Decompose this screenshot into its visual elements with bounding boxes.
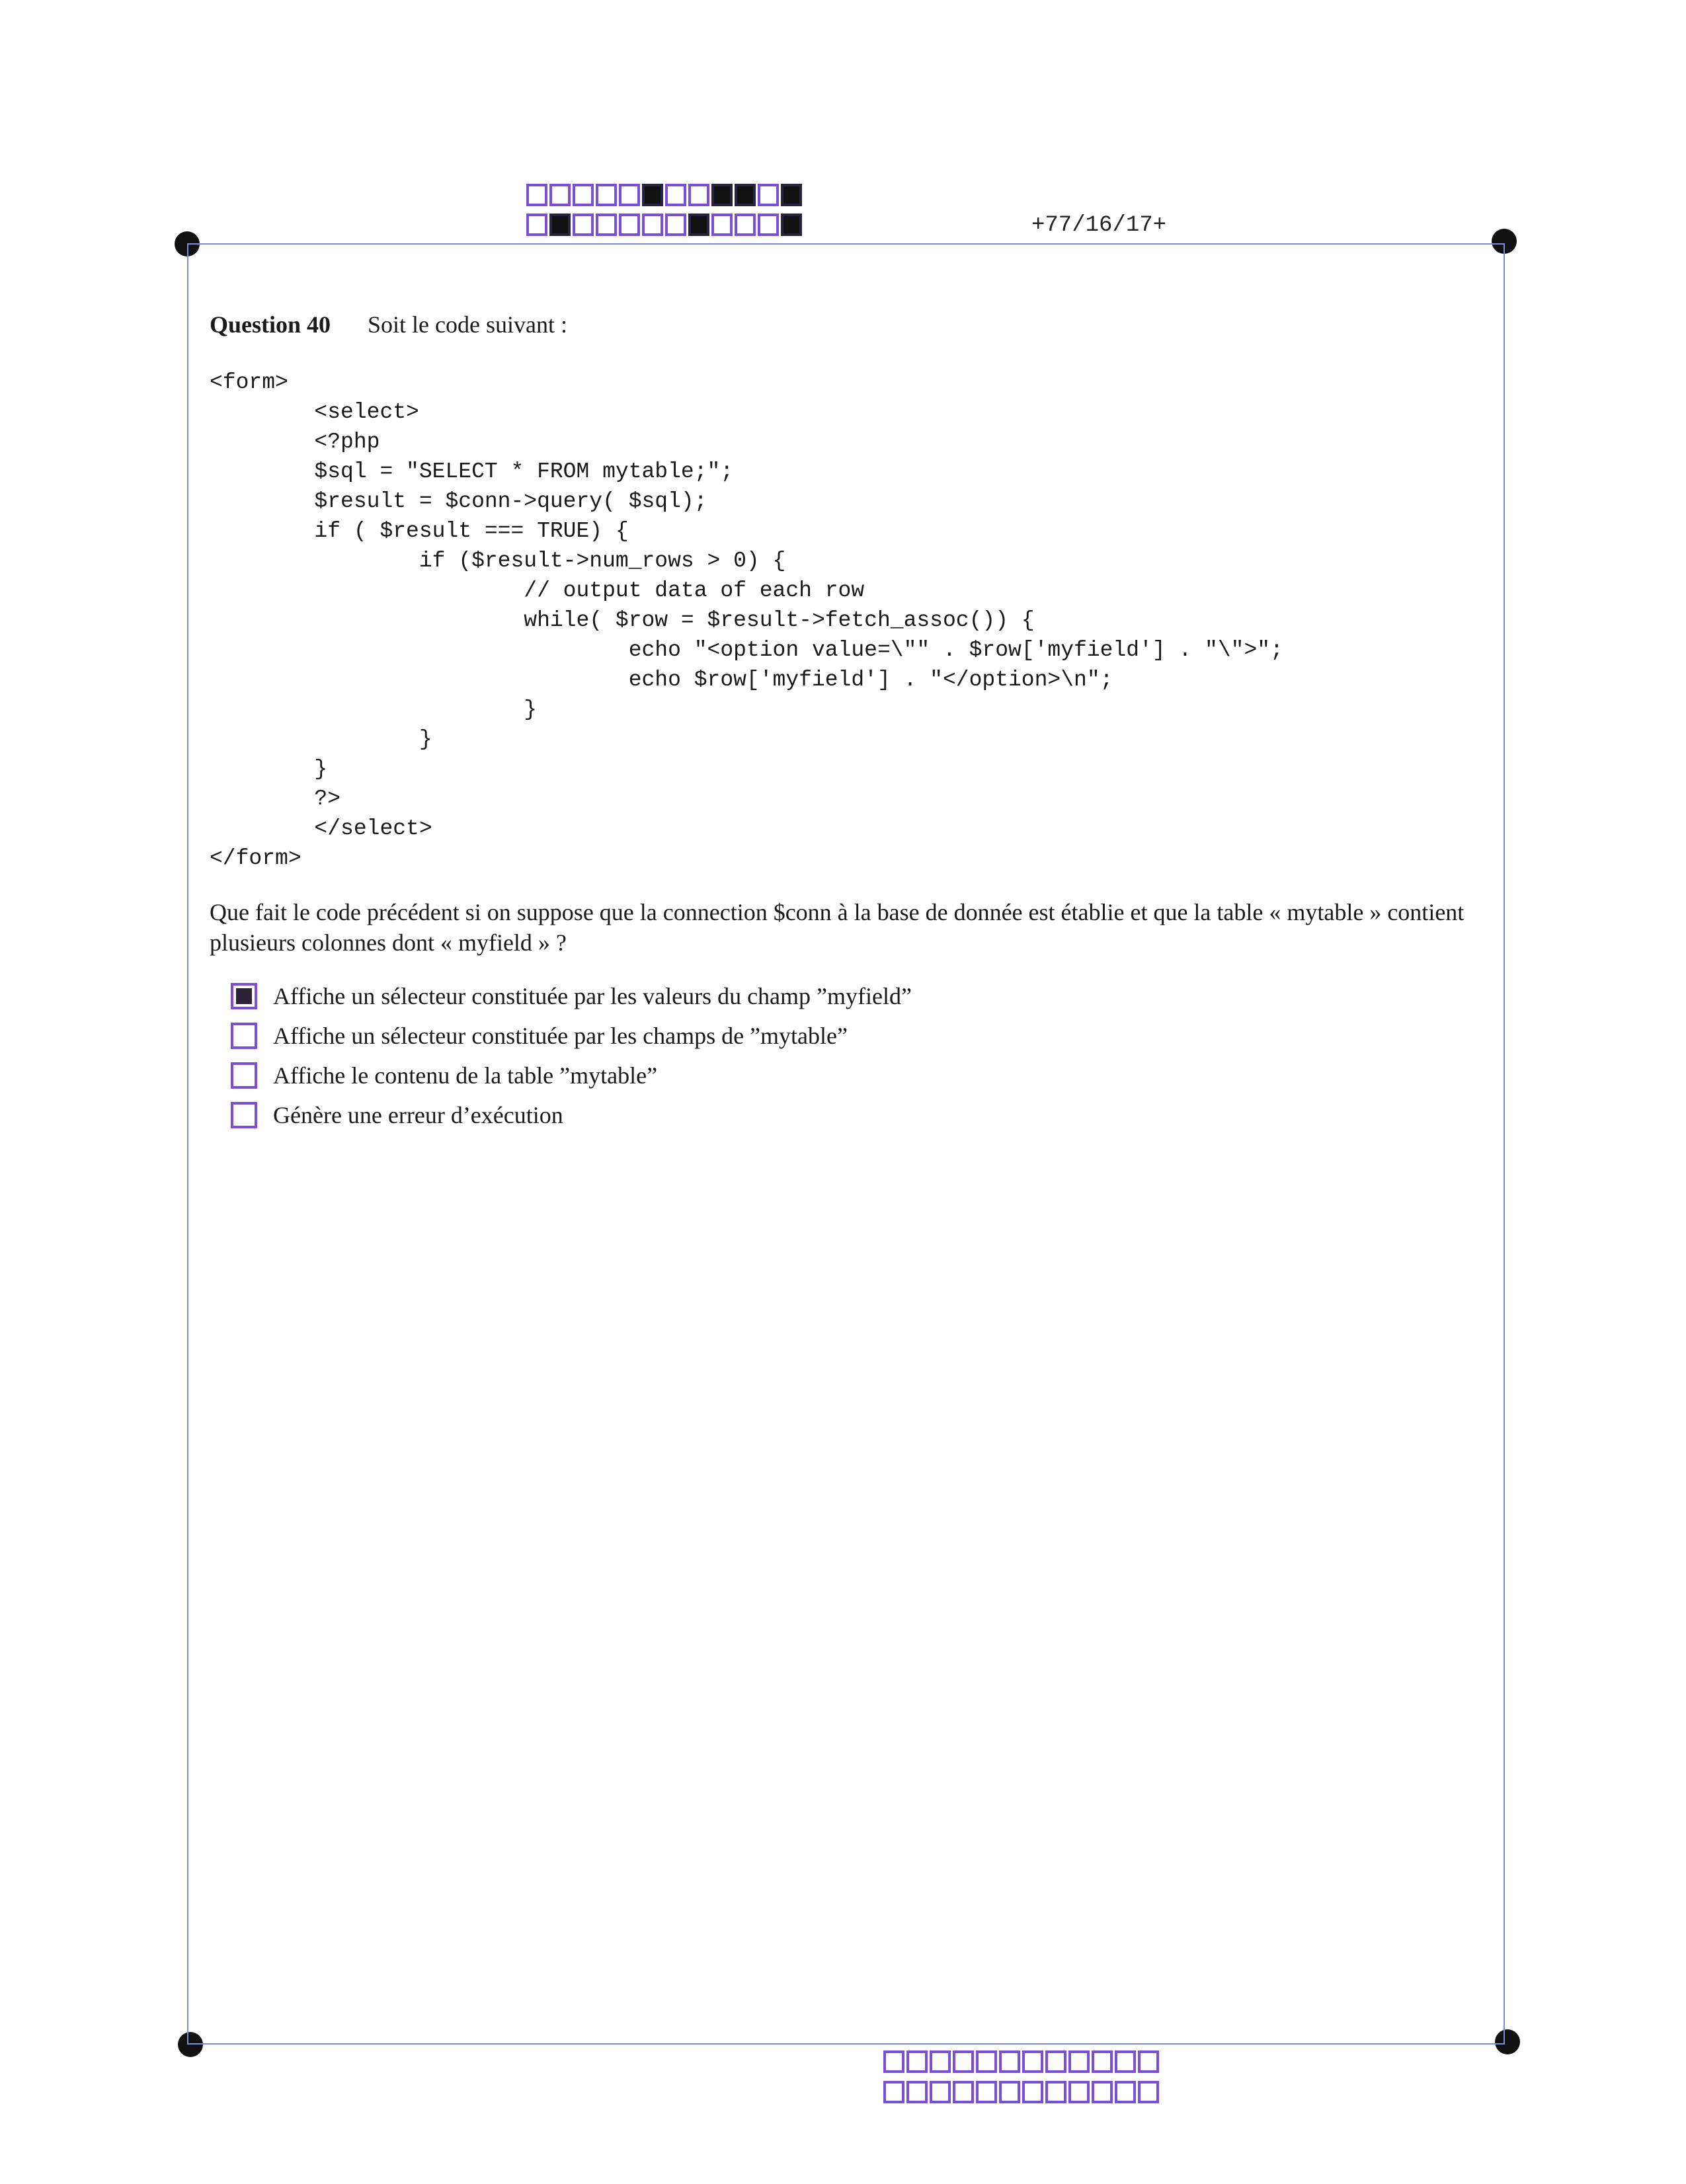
answer-checkbox-4[interactable] <box>231 1102 257 1128</box>
barcode-top-row-1-cell-1 <box>526 184 547 206</box>
code-listing: <form> <select> <?php $sql = "SELECT * FROM mytable;"; $result = $conn->query( $sql); if ( $result === TRUE) { if ($result->num_rows > 0) { // output data of each row while( $row = $result->fetch_assoc()) { echo "<option value=\"" . $row['myfield'] . "\">"; echo $row['myfield'] . "</option>\n"; } } } ?> </select> </form> <box>210 370 1283 871</box>
barcode-top-row-1-cell-8 <box>688 184 709 206</box>
barcode-bottom-row-2-cell-10 <box>1092 2081 1113 2103</box>
barcode-bottom-row-1-cell-5 <box>976 2050 997 2073</box>
answer-text-3: Affiche le contenu de la table ”mytable” <box>273 1062 658 1089</box>
barcode-bottom-row-1-cell-12 <box>1138 2050 1159 2073</box>
barcode-bottom-row-1-cell-1 <box>883 2050 904 2073</box>
answer-text-1: Affiche un sélecteur constituée par les valeurs du champ ”myfield” <box>273 983 912 1009</box>
barcode-top-row-2-cell-6 <box>642 214 663 236</box>
barcode-top-row-1-cell-10 <box>735 184 756 206</box>
barcode-top-row-1-cell-6 <box>642 184 663 206</box>
answer-option-3[interactable] <box>231 1056 1486 1095</box>
answer-text-4: Génère une erreur d’exécution <box>273 1102 563 1128</box>
barcode-bottom-row-2-cell-1 <box>883 2081 904 2103</box>
barcode-top-row-1-cell-11 <box>758 184 779 206</box>
barcode-bottom-row-1 <box>883 2050 1161 2073</box>
barcode-top-row-1 <box>526 184 804 206</box>
question-block <box>210 311 1486 1135</box>
barcode-bottom-row-2-cell-9 <box>1068 2081 1090 2103</box>
barcode-top-row-2-cell-4 <box>596 214 617 236</box>
barcode-top-row-2-cell-12 <box>781 214 802 236</box>
barcode-top-row-2-cell-11 <box>758 214 779 236</box>
barcode-top-row-2-cell-8 <box>688 214 709 236</box>
barcode-bottom-row-2-cell-2 <box>906 2081 928 2103</box>
barcode-top-row-2-cell-7 <box>665 214 686 236</box>
barcode-top-row-2 <box>526 214 804 236</box>
question-header <box>210 311 1486 338</box>
barcode-top-row-1-cell-3 <box>573 184 594 206</box>
barcode-bottom-row-1-cell-8 <box>1045 2050 1066 2073</box>
barcode-bottom-row-1-cell-4 <box>953 2050 974 2073</box>
barcode-bottom-row-2 <box>883 2081 1161 2103</box>
answer-checkbox-1[interactable] <box>231 983 257 1009</box>
barcode-bottom-row-1-cell-6 <box>999 2050 1020 2073</box>
barcode-top-row-2-cell-2 <box>549 214 571 236</box>
barcode-bottom-row-1-cell-2 <box>906 2050 928 2073</box>
answer-option-1[interactable] <box>231 976 1486 1016</box>
answer-text-2: Affiche un sélecteur constituée par les champs de ”mytable” <box>273 1023 848 1049</box>
answer-list <box>231 976 1486 1135</box>
barcode-bottom-row-1-cell-10 <box>1092 2050 1113 2073</box>
barcode-bottom-row-2-cell-8 <box>1045 2081 1066 2103</box>
question-label: Question 40 <box>210 311 331 338</box>
barcode-top-row-1-cell-7 <box>665 184 686 206</box>
question-prompt: Que fait le code précédent si on suppose que la connection $conn à la base de donnée est établie et que la table « mytable » contient plusieurs colonnes dont « myfield » ? <box>210 899 1465 956</box>
question-intro: Soit le code suivant : <box>368 311 567 338</box>
answer-checkbox-3[interactable] <box>231 1062 257 1089</box>
barcode-top-row-2-cell-1 <box>526 214 547 236</box>
barcode-bottom-row-1-cell-9 <box>1068 2050 1090 2073</box>
answer-option-4[interactable] <box>231 1095 1486 1135</box>
barcode-bottom-row-2-cell-12 <box>1138 2081 1159 2103</box>
barcode-bottom-row-2-cell-7 <box>1022 2081 1043 2103</box>
barcode-top-row-2-cell-9 <box>711 214 733 236</box>
barcode-bottom-row-1-cell-11 <box>1115 2050 1136 2073</box>
barcode-top-row-2-cell-3 <box>573 214 594 236</box>
barcode-top-row-1-cell-12 <box>781 184 802 206</box>
barcode-top-row-1-cell-2 <box>549 184 571 206</box>
barcode-bottom-row-2-cell-11 <box>1115 2081 1136 2103</box>
barcode-top-row-1-cell-5 <box>619 184 640 206</box>
barcode-bottom-row-2-cell-4 <box>953 2081 974 2103</box>
barcode-top-row-2-cell-5 <box>619 214 640 236</box>
page-id: +77/16/17+ <box>1031 213 1167 238</box>
answer-option-2[interactable] <box>231 1016 1486 1056</box>
barcode-top-row-2-cell-10 <box>735 214 756 236</box>
barcode-bottom-row-1-cell-3 <box>930 2050 951 2073</box>
barcode-bottom-row-1-cell-7 <box>1022 2050 1043 2073</box>
barcode-top-row-1-cell-4 <box>596 184 617 206</box>
barcode-top-row-1-cell-9 <box>711 184 733 206</box>
barcode-bottom-row-2-cell-3 <box>930 2081 951 2103</box>
barcode-bottom-row-2-cell-6 <box>999 2081 1020 2103</box>
answer-checkbox-2[interactable] <box>231 1023 257 1049</box>
barcode-bottom-row-2-cell-5 <box>976 2081 997 2103</box>
